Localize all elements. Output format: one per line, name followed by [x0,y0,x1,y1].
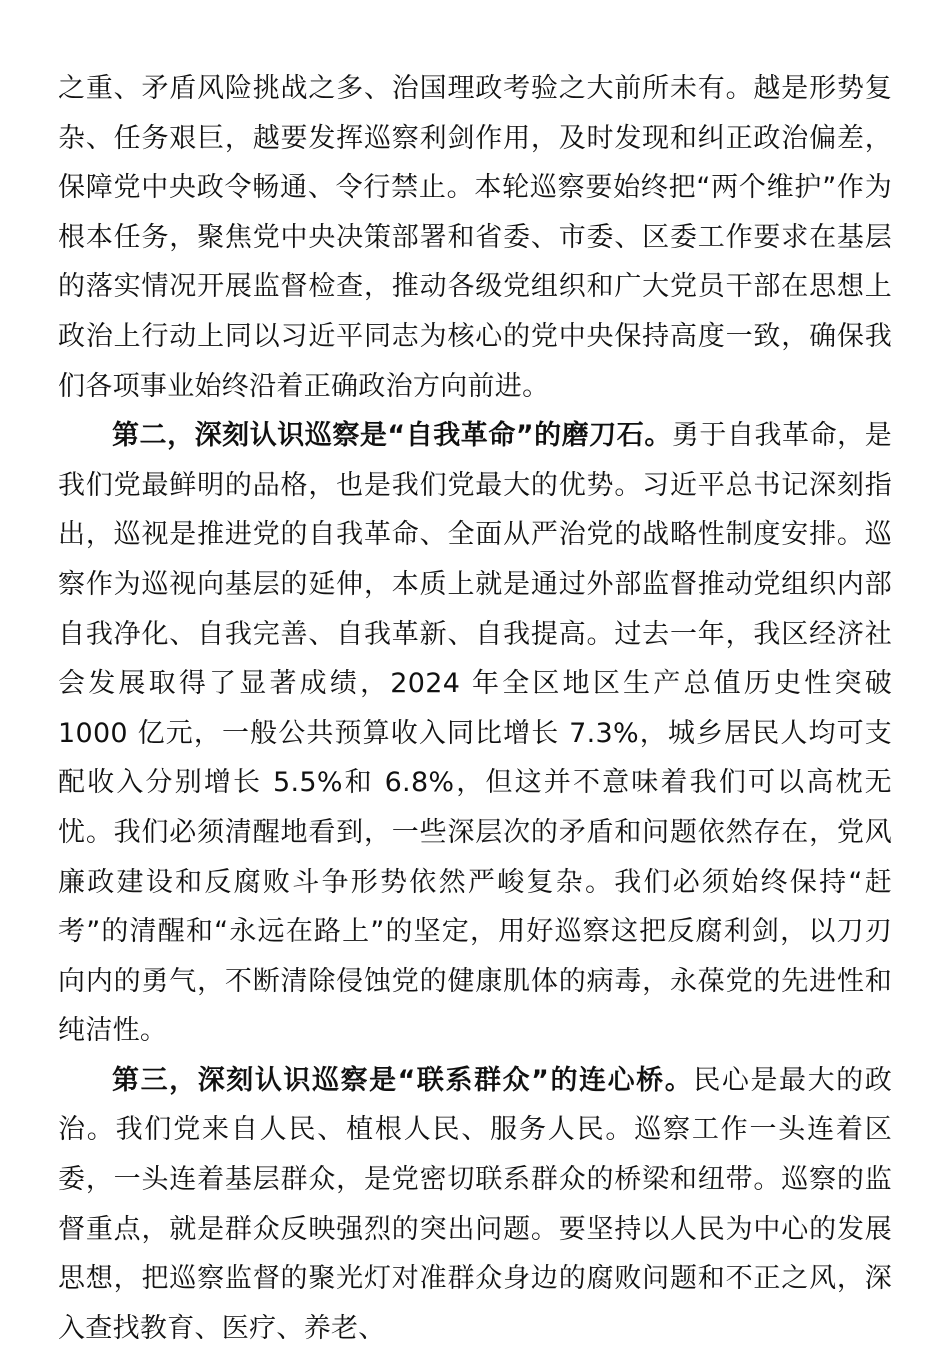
paragraph-3 [58,1056,892,1353]
document-body [58,64,892,1353]
paragraph-2-heading: 第二，深刻认识巡察是“自我革命”的磨刀石。 [112,420,672,452]
paragraph-1-text: 之重、矛盾风险挑战之多、治国理政考验之大前所未有。越是形势复杂、任务艰巨，越要发挥巡察利剑作用，及时发现和纠正政治偏差，保障党中央政令畅通、令行禁止。本轮巡察要始终把“两个维护”作为根本任务，聚焦党中央决策部署和省委、市委、区委工作要求在基层的落实情况开展监督检查，推动各级党组织和广大党员干部在思想上政治上行动上同以习近平同志为核心的党中央保持高度一致，确保我们各项事业始终沿着正确政治方向前进。 [58,73,892,402]
paragraph-2 [58,411,892,1056]
paragraph-1 [58,64,892,411]
paragraph-3-text: 民心是最大的政治。我们党来自人民、植根人民、服务人民。巡察工作一头连着区委，一头连着基层群众，是党密切联系群众的桥梁和纽带。巡察的监督重点，就是群众反映强烈的突出问题。要坚持以人民为中心的发展思想，把巡察监督的聚光灯对准群众身边的腐败问题和不正之风，深入查找教育、医疗、养老、 [58,1064,892,1344]
paragraph-2-text: 勇于自我革命，是我们党最鲜明的品格，也是我们党最大的优势。习近平总书记深刻指出，巡视是推进党的自我革命、全面从严治党的战略性制度安排。巡察作为巡视向基层的延伸，本质上就是通过外部监督推动党组织内部自我净化、自我完善、自我革新、自我提高。过去一年，我区经济社会发展取得了显著成绩，2024 年全区地区生产总值历史性突破 1000 亿元，一般公共预算收入同比增长 7.3%，城乡居民人均可支配收入分别增长 5.5%和 6.8%，但这并不意味着我们可以高枕无忧。我们必须清醒地看到，一些深层次的矛盾和问题依然存在，党风廉政建设和反腐败斗争形势依然严峻复杂。我们必须始终保持“赶考”的清醒和“永远在路上”的坚定，用好巡察这把反腐利剑，以刀刃向内的勇气，不断清除侵蚀党的健康肌体的病毒，永葆党的先进性和纯洁性。 [58,420,892,1047]
paragraph-3-heading: 第三，深刻认识巡察是“联系群众”的连心桥。 [112,1064,694,1096]
